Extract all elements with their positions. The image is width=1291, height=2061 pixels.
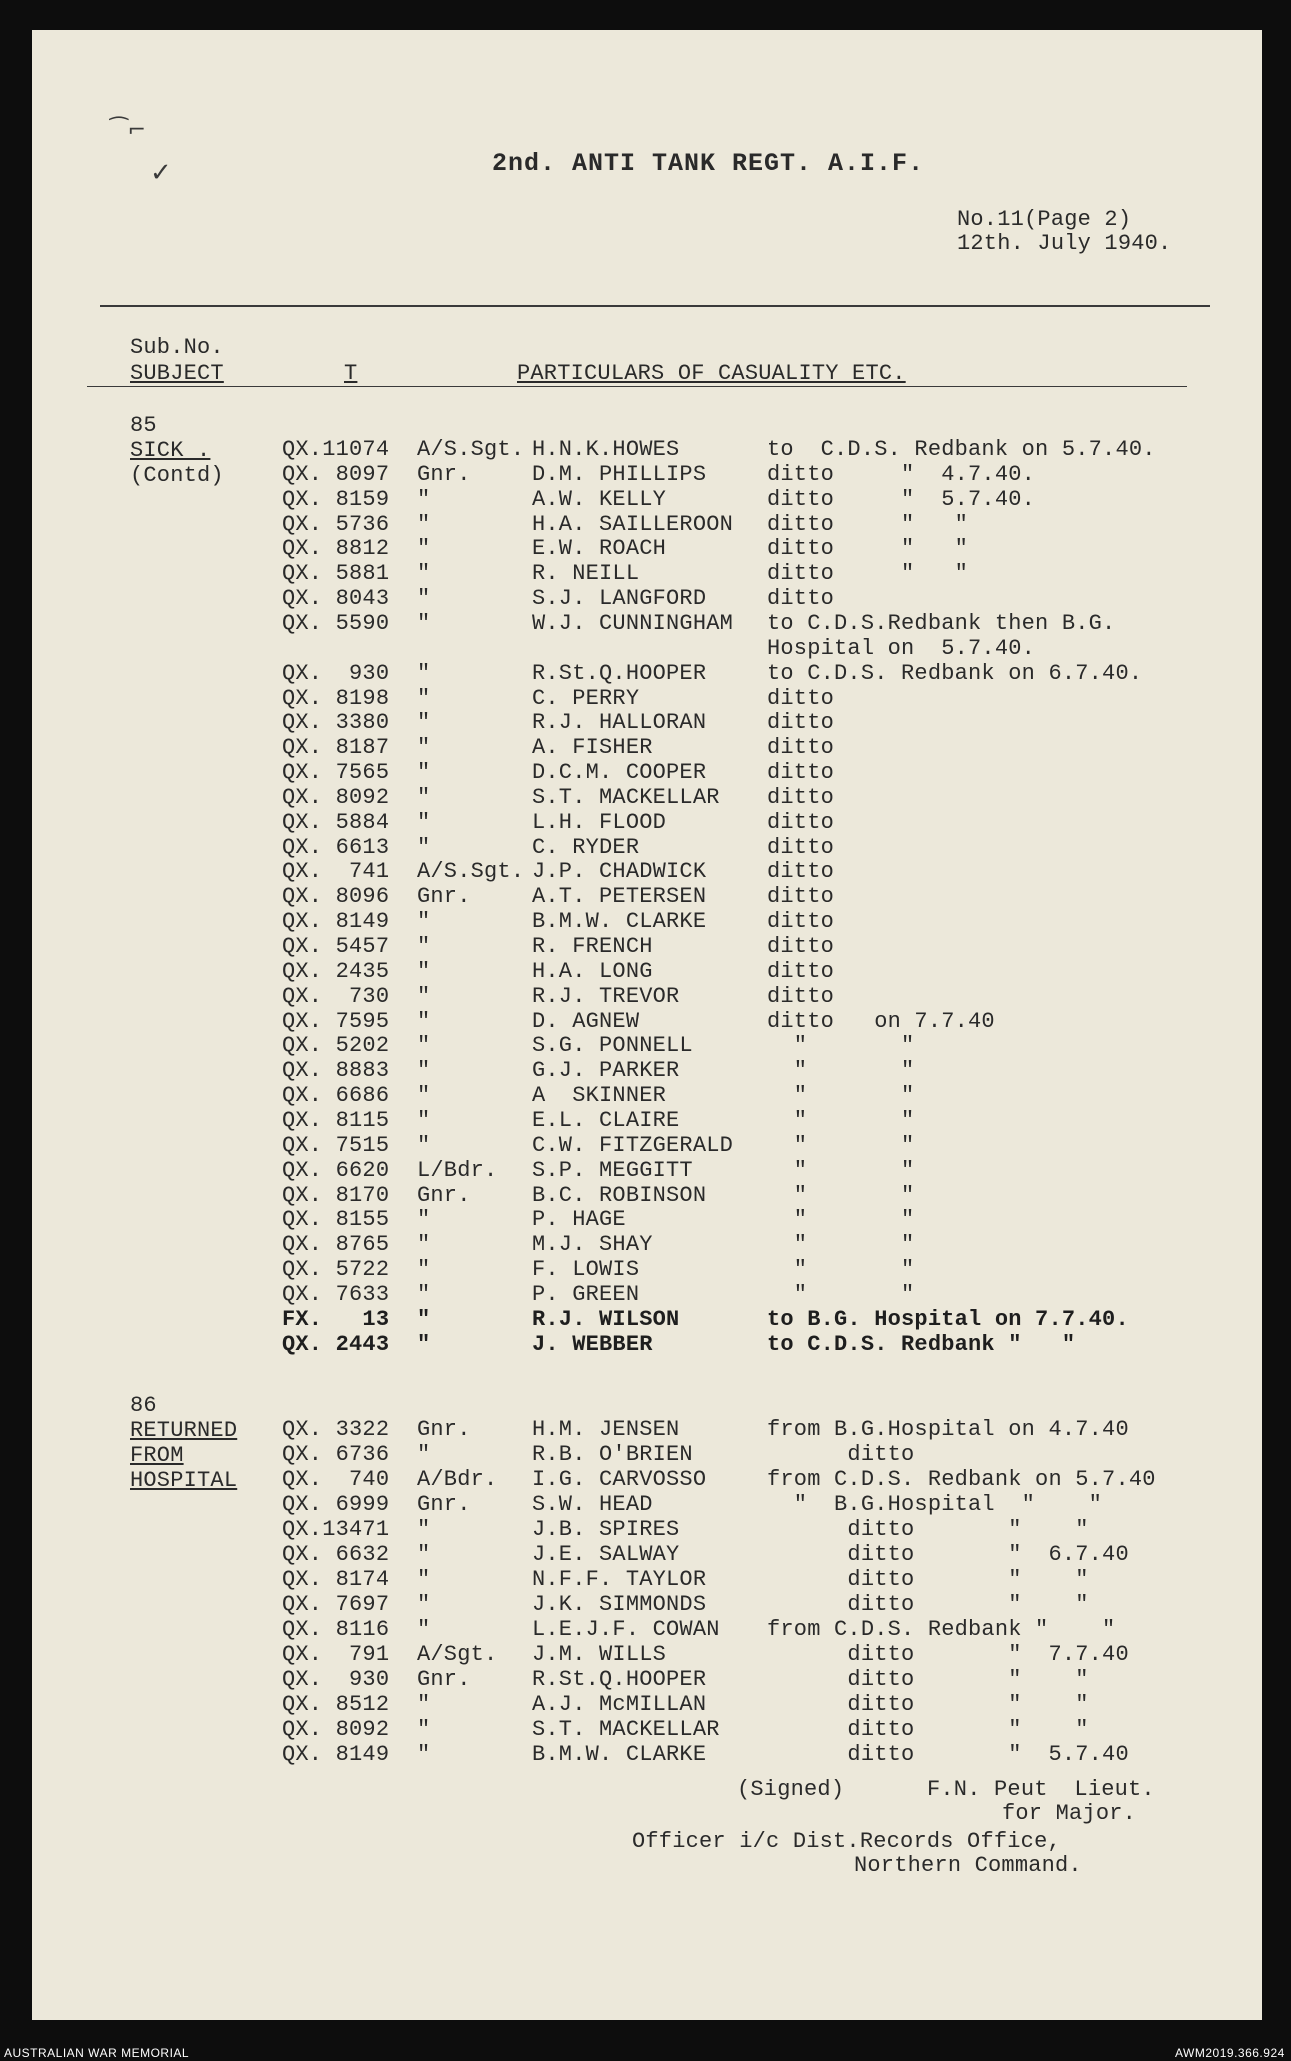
row-rank: A/Sgt. (417, 1642, 498, 1667)
row-rank: Gnr. (417, 884, 471, 910)
signed-label: (Signed) (737, 1777, 845, 1802)
row-name: J.K. SIMMONDS (532, 1592, 707, 1617)
section-subject: SICK . (130, 438, 211, 463)
row-rank: " (417, 1107, 431, 1133)
document-title: 2nd. ANTI TANK REGT. A.I.F. (492, 149, 925, 178)
row-detail: ditto " 4.7.40. (767, 461, 1036, 487)
row-detail: ditto (767, 760, 835, 786)
archive-footer-right: AWM2019.366.924 (1175, 2046, 1285, 2060)
archive-footer-left: AUSTRALIAN WAR MEMORIAL (4, 2046, 190, 2060)
row-rank: " (417, 1717, 431, 1742)
row-name: B.M.W. CLARKE (532, 1742, 707, 1767)
row-no: QX. 8116 (282, 1617, 390, 1642)
row-name: J. WEBBER (532, 1331, 653, 1357)
row-name: S.T. MACKELLAR (532, 1717, 720, 1742)
row-name: B.C. ROBINSON (532, 1182, 707, 1208)
row-detail: to C.D.S. Redbank on 6.7.40. (767, 660, 1143, 686)
row-no: QX. 8043 (282, 586, 390, 612)
row-name: G.J. PARKER (532, 1058, 680, 1084)
row-name: A. FISHER (532, 735, 653, 761)
row-no: QX. 3322 (282, 1417, 390, 1442)
row-no: QX. 6620 (282, 1157, 390, 1183)
row-detail: ditto " " (767, 1692, 1089, 1717)
row-name: E.L. CLAIRE (532, 1107, 680, 1133)
row-detail: ditto (767, 710, 835, 736)
row-name: J.M. WILLS (532, 1642, 667, 1667)
header-rule (100, 305, 1210, 307)
row-detail: ditto (767, 983, 835, 1009)
row-rank: " (417, 735, 431, 761)
row-rank: " (417, 486, 431, 512)
row-name: F. LOWIS (532, 1257, 640, 1283)
row-detail: to C.D.S.Redbank then B.G. (767, 610, 1116, 636)
row-no: QX. 740 (282, 1467, 390, 1492)
row-no: QX. 5202 (282, 1033, 390, 1059)
row-no: QX. 8198 (282, 685, 390, 711)
row-detail: from C.D.S. Redbank " " (767, 1617, 1116, 1642)
row-detail: " " (767, 1083, 915, 1109)
row-no: QX. 8149 (282, 1742, 390, 1767)
section-subject: FROM (130, 1443, 184, 1468)
row-detail: ditto (767, 586, 835, 612)
row-rank: " (417, 1692, 431, 1717)
row-detail: ditto (767, 834, 835, 860)
row-rank: " (417, 511, 431, 537)
column-t: T (344, 361, 358, 386)
row-rank: " (417, 1281, 431, 1307)
row-no: QX. 3380 (282, 710, 390, 736)
row-name: D. AGNEW (532, 1008, 640, 1034)
row-no: QX. 8812 (282, 536, 390, 562)
row-rank: " (417, 1517, 431, 1542)
row-name: R. FRENCH (532, 934, 653, 959)
row-no: QX. 8155 (282, 1207, 390, 1233)
row-no: QX. 930 (282, 1667, 390, 1692)
row-rank: " (417, 1132, 431, 1158)
row-name: A.T. PETERSEN (532, 884, 707, 910)
row-name: S.G. PONNELL (532, 1033, 693, 1059)
row-name: P. GREEN (532, 1281, 640, 1307)
row-detail: " " (767, 1232, 915, 1258)
row-rank: " (417, 1257, 431, 1283)
row-detail: ditto " 7.7.40 (767, 1642, 1129, 1667)
row-name: R. NEILL (532, 561, 640, 587)
row-detail: ditto " " (767, 1592, 1089, 1617)
row-name: E.W. ROACH (532, 536, 667, 562)
row-detail: ditto " " (767, 536, 969, 562)
row-detail: ditto (767, 809, 835, 835)
row-no: QX. 8092 (282, 1717, 390, 1742)
row-name: P. HAGE (532, 1207, 626, 1233)
row-detail: ditto (767, 958, 835, 984)
row-no: QX. 8512 (282, 1692, 390, 1717)
row-no: QX. 6999 (282, 1492, 390, 1517)
row-detail: ditto on 7.7.40 (767, 1008, 995, 1034)
row-name: A.W. KELLY (532, 486, 667, 512)
row-detail: " B.G.Hospital " " (767, 1492, 1103, 1517)
row-name: C.W. FITZGERALD (532, 1132, 734, 1158)
row-no: QX. 6632 (282, 1542, 390, 1567)
row-detail: ditto " " (767, 1517, 1089, 1542)
row-rank: " (417, 710, 431, 736)
row-rank: " (417, 660, 431, 686)
row-name: D.M. PHILLIPS (532, 461, 707, 487)
row-rank: " (417, 1207, 431, 1233)
document-reference: No.11(Page 2) (957, 207, 1132, 232)
row-name: R.J. HALLORAN (532, 710, 707, 736)
row-no: QX. 8174 (282, 1567, 390, 1592)
row-name: L.E.J.F. COWAN (532, 1617, 720, 1642)
row-no: QX.11074 (282, 437, 390, 462)
row-detail: from C.D.S. Redbank on 5.7.40 (767, 1467, 1156, 1492)
row-no: QX. 8883 (282, 1058, 390, 1084)
row-rank: " (417, 760, 431, 786)
row-detail: " " (767, 1033, 915, 1059)
row-detail: " " (767, 1132, 915, 1158)
row-name: R.St.Q.HOOPER (532, 1667, 707, 1692)
row-name: H.M. JENSEN (532, 1417, 680, 1442)
column-rule (87, 386, 1187, 387)
row-name: B.M.W. CLARKE (532, 909, 707, 935)
row-name: H.N.K.HOWES (532, 437, 680, 462)
row-name: J.E. SALWAY (532, 1542, 680, 1567)
row-name: A SKINNER (532, 1083, 667, 1109)
row-detail: ditto (767, 909, 835, 935)
section-number: 86 (130, 1393, 157, 1418)
row-rank: " (417, 1542, 431, 1567)
row-detail: ditto " " (767, 561, 969, 587)
row-no: FX. 13 (282, 1306, 390, 1332)
office-line: Officer i/c Dist.Records Office, (632, 1829, 1061, 1854)
row-rank: " (417, 784, 431, 810)
row-detail: Hospital on 5.7.40. (767, 635, 1036, 661)
row-rank: A/S.Sgt. (417, 859, 525, 885)
row-rank: Gnr. (417, 461, 471, 487)
row-rank: Gnr. (417, 1182, 471, 1208)
row-rank: " (417, 586, 431, 612)
row-rank: " (417, 536, 431, 562)
row-detail: ditto (767, 784, 835, 810)
section-subject-contd: (Contd) (130, 463, 224, 488)
row-no: QX. 6736 (282, 1442, 390, 1467)
row-rank: " (417, 561, 431, 587)
row-no: QX. 7633 (282, 1281, 390, 1307)
row-no: QX. 8187 (282, 735, 390, 761)
row-no: QX. 741 (282, 859, 390, 885)
row-name: C. PERRY (532, 685, 640, 711)
row-no: QX. 7595 (282, 1008, 390, 1034)
row-rank: " (417, 685, 431, 711)
row-no: QX. 5884 (282, 809, 390, 835)
row-detail: ditto (767, 884, 835, 910)
row-rank: " (417, 1592, 431, 1617)
row-no: QX. 8149 (282, 909, 390, 935)
column-particulars: PARTICULARS OF CASUALITY ETC. (517, 361, 906, 386)
row-no: QX. 2435 (282, 958, 390, 984)
row-detail: ditto " 6.7.40 (767, 1542, 1129, 1567)
row-no: QX. 730 (282, 983, 390, 1009)
row-no: QX. 8096 (282, 884, 390, 910)
pencil-mark: ✓ (150, 158, 172, 188)
row-name: N.F.F. TAYLOR (532, 1567, 707, 1592)
row-name: R.B. O'BRIEN (532, 1442, 693, 1467)
row-no: QX. 791 (282, 1642, 390, 1667)
row-name: S.W. HEAD (532, 1492, 653, 1517)
row-no: QX. 2443 (282, 1331, 390, 1357)
row-no: QX. 5736 (282, 511, 390, 537)
row-rank: " (417, 610, 431, 636)
row-no: QX. 8170 (282, 1182, 390, 1208)
row-rank: " (417, 1742, 431, 1767)
row-detail: ditto (767, 859, 835, 885)
row-rank: " (417, 1008, 431, 1034)
row-detail: ditto " 5.7.40. (767, 486, 1036, 512)
row-detail: ditto " " (767, 1667, 1089, 1692)
row-name: C. RYDER (532, 834, 640, 860)
row-rank: Gnr. (417, 1492, 471, 1517)
row-name: J.B. SPIRES (532, 1517, 680, 1542)
row-name: W.J. CUNNINGHAM (532, 610, 734, 636)
row-name: S.P. MEGGITT (532, 1157, 693, 1183)
row-no: QX. 5590 (282, 610, 390, 636)
row-detail: ditto (767, 1442, 915, 1467)
row-detail: ditto " " (767, 1567, 1089, 1592)
row-rank: " (417, 909, 431, 935)
row-rank: " (417, 1232, 431, 1258)
row-detail: ditto (767, 685, 835, 711)
row-name: M.J. SHAY (532, 1232, 653, 1258)
section-subject: RETURNED (130, 1418, 238, 1443)
row-rank: " (417, 1617, 431, 1642)
row-rank: L/Bdr. (417, 1157, 498, 1183)
row-name: H.A. LONG (532, 958, 653, 984)
row-rank: Gnr. (417, 1667, 471, 1692)
row-name: L.H. FLOOD (532, 809, 667, 835)
row-rank: " (417, 1442, 431, 1467)
document-page (32, 30, 1262, 2020)
row-name: I.G. CARVOSSO (532, 1467, 707, 1492)
row-no: QX. 7565 (282, 760, 390, 786)
row-detail: ditto " " (767, 511, 969, 537)
row-name: D.C.M. COOPER (532, 760, 707, 786)
row-detail: ditto (767, 934, 835, 959)
row-rank: " (417, 983, 431, 1009)
row-rank: " (417, 834, 431, 860)
row-rank: Gnr. (417, 1417, 471, 1442)
row-rank: " (417, 809, 431, 835)
row-no: QX. 7515 (282, 1132, 390, 1158)
column-subject: SUBJECT (130, 361, 224, 386)
row-rank: A/S.Sgt. (417, 437, 525, 462)
row-no: QX. 5722 (282, 1257, 390, 1283)
row-no: QX. 8765 (282, 1232, 390, 1258)
row-detail: ditto (767, 735, 835, 761)
row-name: H.A. SAILLEROON (532, 511, 734, 537)
row-name: J.P. CHADWICK (532, 859, 707, 885)
row-no: QX. 7697 (282, 1592, 390, 1617)
row-detail: " " (767, 1058, 915, 1084)
row-no: QX. 8159 (282, 486, 390, 512)
row-no: QX. 8097 (282, 461, 390, 487)
row-no: QX. 5881 (282, 561, 390, 587)
row-detail: from B.G.Hospital on 4.7.40 (767, 1417, 1129, 1442)
row-detail: " " (767, 1107, 915, 1133)
row-detail: " " (767, 1207, 915, 1233)
row-rank: " (417, 958, 431, 984)
row-name: S.J. LANGFORD (532, 586, 707, 612)
row-rank: A/Bdr. (417, 1467, 498, 1492)
pencil-mark: ⁀⌐ (110, 118, 147, 143)
row-name: R.St.Q.HOOPER (532, 660, 707, 686)
row-rank: " (417, 1567, 431, 1592)
office-line: Northern Command. (854, 1853, 1082, 1878)
row-no: QX. 6613 (282, 834, 390, 860)
row-name: A.J. McMILLAN (532, 1692, 707, 1717)
row-no: QX. 5457 (282, 934, 390, 959)
signatory-name: F.N. Peut Lieut. (927, 1777, 1155, 1802)
row-detail: to B.G. Hospital on 7.7.40. (767, 1306, 1129, 1332)
row-detail: " " (767, 1157, 915, 1183)
row-rank: " (417, 1331, 431, 1357)
row-no: QX. 930 (282, 660, 390, 686)
row-name: R.J. WILSON (532, 1306, 680, 1332)
row-name: R.J. TREVOR (532, 983, 680, 1009)
row-no: QX. 6686 (282, 1083, 390, 1109)
row-no: QX. 8092 (282, 784, 390, 810)
row-detail: " " (767, 1257, 915, 1283)
row-no: QX. 8115 (282, 1107, 390, 1133)
section-number: 85 (130, 413, 157, 438)
row-rank: " (417, 1033, 431, 1059)
row-detail: " " (767, 1281, 915, 1307)
row-no: QX.13471 (282, 1517, 390, 1542)
signatory-for: for Major. (1002, 1801, 1137, 1826)
row-rank: " (417, 934, 431, 959)
row-detail: ditto " 5.7.40 (767, 1742, 1129, 1767)
row-detail: ditto " " (767, 1717, 1089, 1742)
row-detail: " " (767, 1182, 915, 1208)
section-subject: HOSPITAL (130, 1468, 238, 1493)
row-detail: to C.D.S. Redbank " " (767, 1331, 1076, 1357)
row-rank: " (417, 1306, 431, 1332)
column-subno: Sub.No. (130, 335, 224, 360)
row-detail: to C.D.S. Redbank on 5.7.40. (767, 437, 1156, 462)
row-rank: " (417, 1058, 431, 1084)
row-rank: " (417, 1083, 431, 1109)
row-name: S.T. MACKELLAR (532, 784, 720, 810)
document-date: 12th. July 1940. (957, 231, 1172, 256)
